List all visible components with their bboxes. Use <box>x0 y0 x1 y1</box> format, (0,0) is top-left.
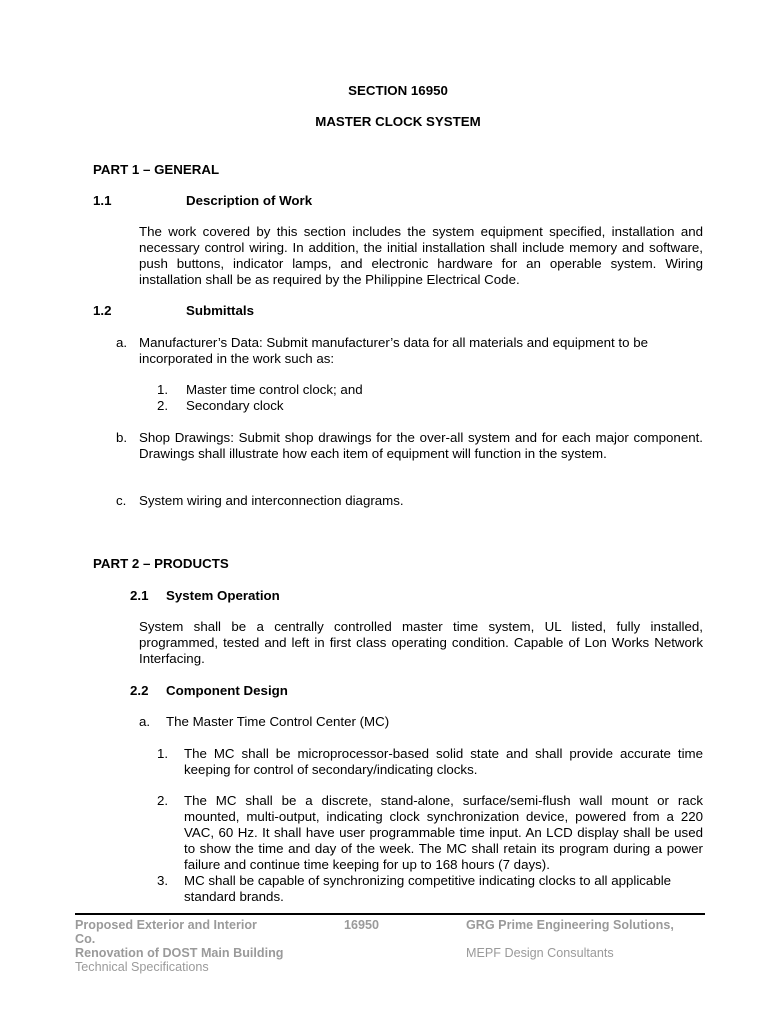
section-1-2-number: 1.2 <box>93 303 112 318</box>
list-item-text: Master time control clock; and <box>186 382 363 397</box>
list-item-number: 1. <box>157 382 169 397</box>
item-a-label: a. <box>116 335 128 350</box>
list-item-text: The MC shall be microprocessor-based solid state and shall provide accurate time keeping for control of secondary/indicating clocks. <box>184 746 703 777</box>
footer-divider <box>75 913 705 915</box>
document-title: MASTER CLOCK SYSTEM <box>315 114 481 129</box>
part2-heading: PART 2 – PRODUCTS <box>93 556 229 571</box>
list-item-number: 2. <box>157 793 169 808</box>
section-1-2-title: Submittals <box>186 303 254 318</box>
section-number: SECTION 16950 <box>348 83 448 98</box>
footer-firm: GRG Prime Engineering Solutions, <box>466 918 674 932</box>
list-item-text: MC shall be capable of synchronizing competitive indicating clocks to all applicable standard brands. <box>184 873 672 904</box>
footer-doc-type: Technical Specifications <box>75 960 209 974</box>
part1-heading: PART 1 – GENERAL <box>93 162 220 177</box>
item-b-text: Shop Drawings: Submit shop drawings for the over-all system and for each major component. Drawings shall illustrate how each item of equipment will function in the system. <box>139 430 703 461</box>
footer-project-line1: Proposed Exterior and Interior <box>75 918 257 932</box>
component-a-text: The Master Time Control Center (MC) <box>166 714 390 729</box>
section-1-1-body: The work covered by this section includes the system equipment specified, installation and necessary control wiring. In addition, the initial installation shall include memory and software, push buttons, indicator lamps, and electronic hardware for an operable system. Wiring installation shall be as required by the Philippine Electrical Code. <box>139 224 703 287</box>
footer-project-line3: Renovation of DOST Main Building <box>75 946 284 960</box>
footer-role: MEPF Design Consultants <box>466 946 614 960</box>
section-2-2-number: 2.2 <box>130 683 149 698</box>
list-item-text: The MC shall be a discrete, stand-alone, surface/semi-flush wall mount or rack mounted, multi-output, indicating clock synchronization device, powered from a 220 VAC, 60 Hz. It shall have user programmable time input. An LCD display shall be used to show the time and day of the week. The MC shall retain its program during a power failure and continue time keeping for up to 168 hours (7 days). <box>184 793 703 872</box>
item-c-text: System wiring and interconnection diagrams. <box>139 493 404 508</box>
footer-section-number: 16950 <box>344 918 380 932</box>
list-item-number: 2. <box>157 398 169 413</box>
section-2-1-body: System shall be a centrally controlled master time system, UL listed, fully installed, programmed, tested and left in first class operating condition. Capable of Lon Works Network Interfacing. <box>139 619 703 666</box>
section-2-1-title: System Operation <box>166 588 280 603</box>
list-item-number: 3. <box>157 873 169 888</box>
item-a-text: Manufacturer’s Data: Submit manufacturer’s data for all materials and equipment to be incorporated in the work such as: <box>139 335 648 366</box>
item-c-label: c. <box>116 493 127 508</box>
component-a-label: a. <box>139 714 151 729</box>
section-1-1-title: Description of Work <box>186 193 313 208</box>
footer-project-line2: Co. <box>75 932 96 946</box>
list-item-text: Secondary clock <box>186 398 284 413</box>
section-2-2-title: Component Design <box>166 683 288 698</box>
list-item-number: 1. <box>157 746 169 761</box>
item-b-label: b. <box>116 430 128 445</box>
section-2-1-number: 2.1 <box>130 588 149 603</box>
section-1-1-number: 1.1 <box>93 193 112 208</box>
